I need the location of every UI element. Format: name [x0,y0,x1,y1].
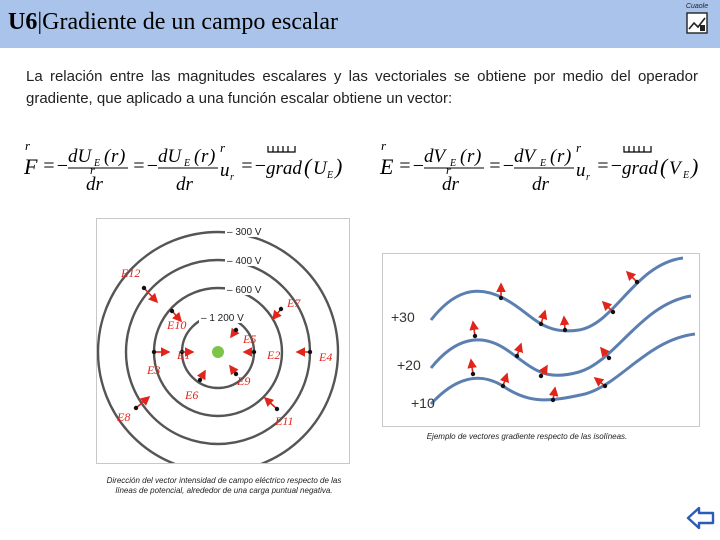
negative-charge [212,346,224,358]
potential-label-600: – 600 V [227,285,262,296]
slide-title-text: |Gradiente de un campo escalar [37,9,338,35]
field-term1-sub: E [450,158,457,169]
slide-header [0,0,720,48]
isolines-caption: Ejemplo de vectores gradiente respecto de las isolíneas. [426,432,628,441]
vector-label-e6: E6 [185,388,199,402]
field-term1-den: dr [442,174,459,195]
svg-text:r: r [576,140,582,155]
vector-label-e7: E7 [287,296,301,310]
force-formula-graphic [22,132,352,198]
field-formula-graphic [378,132,708,198]
equipotential-caption: Dirección del vector intensidad de campo eléctrico respecto de las líneas de potencial, alrededor de una carga puntual negativa. [106,476,342,495]
svg-text:=−: =− [42,155,69,177]
vector-label-e2: E2 [267,348,281,362]
vector-label-e8: E8 [117,410,131,424]
force-term2-sub: E [184,158,191,169]
force-grad-sub: E [327,170,334,181]
vector-label-e10: E10 [167,318,187,332]
svg-text:(: ( [460,146,467,167]
svg-text:(: ( [104,146,111,167]
force-term1-den: dr [86,174,103,195]
svg-text:r: r [90,163,95,177]
vector-label-e11: E11 [275,414,294,428]
svg-text:r: r [381,138,387,153]
svg-text:=−: =− [132,155,159,177]
back-arrow-icon [686,504,716,532]
svg-text:): ) [475,146,482,167]
svg-text:=−: =− [596,155,623,177]
svg-text:): ) [119,146,126,167]
svg-text:=−: =− [488,155,515,177]
force-grad-arg: U [313,158,327,179]
svg-text:(: ( [550,146,557,167]
force-term1-sub: E [94,158,101,169]
force-grad: grad [266,158,302,179]
force-term2-den: dr [176,174,193,195]
field-term2-num: dV [514,146,536,167]
field-unit-sub: r [586,172,590,183]
isoline-label-10: +10 [411,395,435,411]
vector-label-e12: E12 [121,266,141,280]
force-gradient-formula [22,132,352,198]
back-button[interactable] [686,504,716,532]
field-grad-sub: E [683,170,690,181]
field-gradient-formula [378,132,708,198]
svg-text:=−: =− [398,155,425,177]
force-term1-num: dU [68,146,92,167]
field-term1-var: r [467,146,475,167]
svg-text:): ) [335,154,343,179]
logo-text: Cuaole [685,3,709,10]
isoline-label-30: +30 [391,309,415,325]
isoline-20 [431,296,691,375]
svg-text:=−: =− [240,155,267,177]
isolines-diagram [383,254,699,426]
force-unit-sub: r [230,172,234,183]
slide-title-unit: U6 [8,9,38,35]
force-term2-num: dU [158,146,182,167]
potential-label-400: – 400 V [227,256,262,267]
isolines-figure [382,253,700,427]
equipotential-figure [96,218,350,464]
svg-text:r: r [25,138,31,153]
svg-text:r: r [446,163,451,177]
force-unit-vector: u [220,160,230,181]
vector-label-e3: E3 [147,363,161,377]
svg-text:(: ( [304,154,312,179]
isoline-10 [431,334,695,404]
svg-text:(: ( [660,154,668,179]
equipotential-diagram [97,219,349,463]
intro-paragraph: La relación entre las magnitudes escalares y las vectoriales se obtiene por medio del operador gradiente, que aplicado a una función escalar obtiene un vector: [26,68,698,107]
force-lhs: F [24,154,38,179]
vector-label-e1: E1 [177,348,191,362]
svg-text:r: r [220,140,226,155]
field-unit-vector: u [576,160,586,181]
force-term2-var: r [201,146,209,167]
potential-label-1200: – 1 200 V [201,313,244,324]
vector-label-e5: E5 [243,332,257,346]
logo [682,3,712,41]
field-lhs: E [380,154,394,179]
slide-title [8,9,338,36]
svg-text:(: ( [194,146,201,167]
field-term2-sub: E [540,158,547,169]
field-term2-den: dr [532,174,549,195]
field-grad: grad [622,158,658,179]
svg-text:): ) [209,146,216,167]
vector-label-e4: E4 [319,350,333,364]
vector-label-e9: E9 [237,374,251,388]
potential-label-300: – 300 V [227,227,262,238]
svg-text:): ) [691,154,699,179]
field-grad-arg: V [669,158,681,179]
isoline-label-20: +20 [397,357,421,373]
svg-text:): ) [565,146,572,167]
field-term2-var: r [557,146,565,167]
force-term1-var: r [111,146,119,167]
field-term1-num: dV [424,146,446,167]
